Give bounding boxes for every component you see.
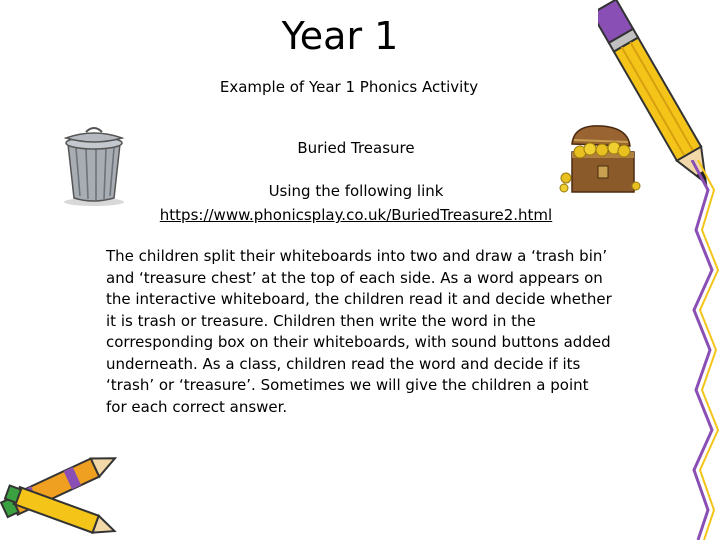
phonicsplay-link[interactable]: https://www.phonicsplay.co.uk/BuriedTreasure2.html (159, 206, 553, 224)
slide-subtitle: Example of Year 1 Phonics Activity (219, 78, 479, 96)
crayon-icon (0, 432, 130, 540)
link-intro: Using the following link (268, 182, 444, 200)
slide-title: Year 1 (281, 14, 399, 58)
pencil-border-decoration (688, 160, 720, 540)
trash-bin-icon (58, 122, 128, 206)
activity-description: The children split their whiteboards into two and draw a ‘trash bin’ and ‘treasure chest’ at the top of each side. As a word appears on the interactive whiteboard, the children read it and decide whether it is trash or treasure. Children then write the word in the corresponding box on their whiteboards, with sound buttons added underneath. As a class, children read the word and decide if its ‘trash’ or ‘treasure’. Sometimes we will give the children a point for each correct answer. (106, 247, 612, 416)
activity-title: Buried Treasure (297, 139, 415, 157)
